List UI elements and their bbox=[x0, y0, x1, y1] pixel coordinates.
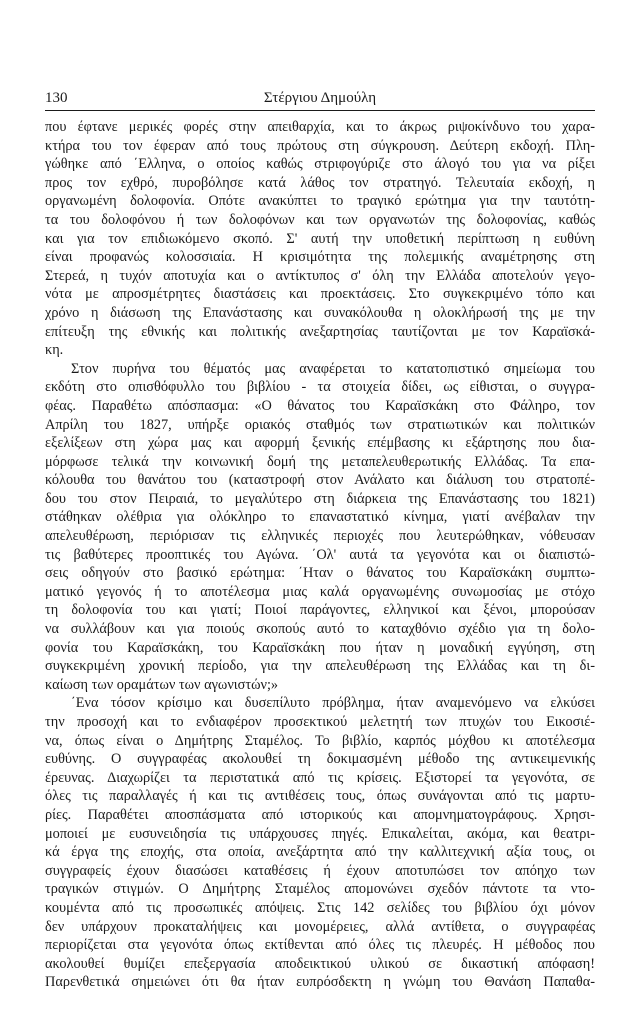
running-head bbox=[45, 88, 595, 108]
text-line: απελευθέρωση, περιόρισαν τις ελληνικές περιοχές που λευτερώθηκαν, νόθευσαν bbox=[45, 528, 595, 545]
text-line: μοποιεί με ευσυνειδησία τις υπάρχουσες πηγές. Επικαλείται, ακόμα, και θεατρι- bbox=[45, 825, 595, 842]
body-text bbox=[45, 118, 595, 992]
text-line: τα του δολοφόνου ή των δολοφόνων και των οργανωτών της δολοφονίας, καθώς bbox=[45, 211, 595, 228]
text-line: σεις οδηγούν στο βασικό ερώτημα: ΄Ηταν ο θάνατος του Καραϊσκάκη συμπτω- bbox=[45, 565, 595, 582]
text-line: την προσοχή και το ενδιαφέρον προσεκτικού μελετητή των πτυχών του Εικοσιέ- bbox=[45, 714, 595, 730]
text-line: χρόνο η διάσωση της Επανάστασης και συνακόλουθα η ολοκλήρωσή της με την bbox=[45, 304, 595, 321]
text-line: εκδότη στο οπισθόφυλλο του βιβλίου - τα στοιχεία δίδει, ως είθισται, ο συγγρα- bbox=[45, 379, 595, 396]
text-line: κουμέντα από τις προσωπικές απόψεις. Στις 142 σελίδες του βιβλίου όχι μόνον bbox=[45, 899, 595, 916]
text-line: ματικό γεγονός ή το αποτέλεσμα μιας καλά οργανωμένης συνωμοσίας με στόχο bbox=[45, 583, 595, 600]
text-line: φονία του Καραϊσκάκη, του Καραϊσκάκη που ήταν η μοναδική εγγύηση, στη bbox=[45, 639, 595, 656]
text-line: που έφτανε μερικές φορές στην απειθαρχία, και το άκρως ριψοκίνδυνο του χαρα- bbox=[45, 119, 595, 135]
text-line: εξελίξεων στη χώρα μας και αφορμή ξενικής επέμβασης κι εξάρτησης που δια- bbox=[45, 435, 595, 452]
text-line: κόλουθα του θανάτου του (καταστροφή στον Ανάλατο και διάλυση του στρατοπέ- bbox=[45, 472, 595, 489]
text-line: οργανωμένη δολοφονία. Οπότε ανακύπτει το τραγικό ερώτημα για την ταυτότη- bbox=[45, 193, 595, 210]
text-line: προς τον εχθρό, πυροβόλησε κατά λάθος τον στρατηγό. Τελευταία εκδοχή, η bbox=[45, 174, 595, 191]
text-line: νότα με απροσμέτρητες διαστάσεις και προεκτάσεις. Στο συγκεκριμένο τόπο και bbox=[45, 286, 595, 303]
text-line: έρευνας. Διαχωρίζει τα περιστατικά από τις κρίσεις. Εξιστορεί τα γεγονότα, σε bbox=[45, 769, 595, 786]
text-line: Παρενθετικά σημειώνει ότι θα ήταν ευπρόσδεκτη η γνώμη του Θανάση Παπαθα- bbox=[45, 974, 595, 991]
text-line: ΄Ενα τόσον κρίσιμο και δυσεπίλυτο πρόβλημα, ήταν αναμενόμενο να ελκύσει bbox=[71, 695, 595, 712]
text-line: είναι προφανώς κολοσσιαία. Η κρισιμότητα της πολεμικής αναμέτρησης στη bbox=[45, 249, 595, 266]
text-line: κά έργα της εποχής, στα οποία, ανεξάρτητα από την καλλιτεχνική αξία τους, οι bbox=[45, 844, 595, 861]
text-line: Στον πυρήνα του θέματός μας αναφέρεται το κατατοπιστικό σημείωμα του bbox=[71, 360, 595, 377]
text-line: ακολουθεί θυμίζει επεξεργασία αποδεικτικού υλικού σε δικαστική απόφαση! bbox=[45, 955, 595, 972]
running-title: Στέργιου Δημούλη bbox=[263, 90, 377, 106]
text-line: ευθύνης. Ο συγγραφέας ακολουθεί τη δοκιμασμένη μέθοδο της αντικειμενικής bbox=[45, 751, 595, 768]
text-line: μόρφωσε τελικά την κοινωνική δομή της μεταπελευθερωτικής Ελλάδας. Τα επα- bbox=[45, 453, 595, 470]
text-line: συγγραφείς έχουν διασώσει καταθέσεις ή έχουν αποτυπώσει τον απόηχο των bbox=[45, 862, 595, 879]
page-number: 130 bbox=[45, 90, 68, 106]
text-line: στάθηκαν ολέθρια για ολόκληρο το επαναστατικό κίνημα, γιατί ανέβαλαν την bbox=[45, 509, 595, 526]
text-line: ρίες. Παραθέτει αποσπάσματα από ιστορικούς και απομνηματογράφους. Χρησι- bbox=[45, 806, 595, 823]
text-line: όλες τις παραλλαγές ή και τις αντιθέσεις τους, όπως συνάγονται από τις μαρτυ- bbox=[45, 788, 595, 805]
text-line: και για τον επιδιωκόμενο σκοπό. Σ' αυτή την υποθετική περίπτωση η ευθύνη bbox=[45, 230, 595, 247]
text-line: επίτευξη της εθνικής και πολιτικής ανεξαρτησίας ταυτίζονται με τον Καραϊσκά- bbox=[45, 323, 595, 340]
text-line: περιορίζεται στα γεγονότα όπως εκτίθενται από όλες τις πλευρές. Η μέθοδος που bbox=[45, 937, 595, 954]
text-line: κη. bbox=[45, 342, 64, 359]
text-line: δου του στον Πειραιά, το μεγαλύτερο στη διάρκεια της Επανάστασης του 1821) bbox=[45, 490, 595, 507]
text-line: Απρίλη του 1827, υπήρξε οριακός σταθμός των στρατιωτικών και πολιτικών bbox=[45, 416, 595, 433]
text-line: τις βαθύτερες προοπτικές του Αγώνα. ΄Ολ' αυτά τα γεγονότα και οι διαπιστώ- bbox=[45, 546, 595, 563]
text-line: τη δολοφονία του και γιατί; Ποιοί παράγοντες, ελληνικοί και ξένοι, μπορούσαν bbox=[45, 602, 595, 619]
text-line: φέας. Παραθέτω απόσπασμα: «Ο θάνατος του Καραϊσκάκη στο Φάληρο, τον bbox=[45, 397, 595, 414]
text-line: να, όπως είναι ο Δημήτρης Σταμέλος. Το βιβλίο, καρπός μόχθου κι αποτέλεσμα bbox=[45, 732, 595, 749]
text-line: κτήρα του τον έφεραν από τους πρώτους στη σύγκρουση. Δεύτερη εκδοχή. Πλη- bbox=[45, 137, 595, 154]
book-page bbox=[45, 88, 595, 992]
text-line: δεν υπάρχουν προκαταλήψεις και μονομέρειες, αλλά αντίθετα, ο συγγραφέας bbox=[45, 918, 595, 935]
text-line: καίωση των οραμάτων των αγωνιστών;» bbox=[45, 676, 279, 693]
text-line: συγκεκριμένη χρονική περίοδο, για την απελευθέρωση της Ελλάδας και τη δι- bbox=[45, 658, 595, 675]
text-line: γώθηκε από ΄Ελληνα, ο οποίος καθώς στριφογύριζε στο άλογό του για να ρίξει bbox=[45, 156, 595, 173]
text-line: τραγικών στιγμών. Ο Δημήτρης Σταμέλος απομονώνει σχεδόν πάντοτε τα ντο- bbox=[45, 881, 595, 898]
text-line: να συλλάβουν και για ποιούς σκοπούς αυτό το καταχθόνιο σχέδιο για τη δολο- bbox=[45, 621, 595, 638]
header-rule bbox=[45, 110, 595, 111]
text-line: Στερεά, η τυχόν αποτυχία και ο αντίκτυπος σ' όλη την Ελλάδα αποτελούν γεγο- bbox=[45, 267, 595, 284]
